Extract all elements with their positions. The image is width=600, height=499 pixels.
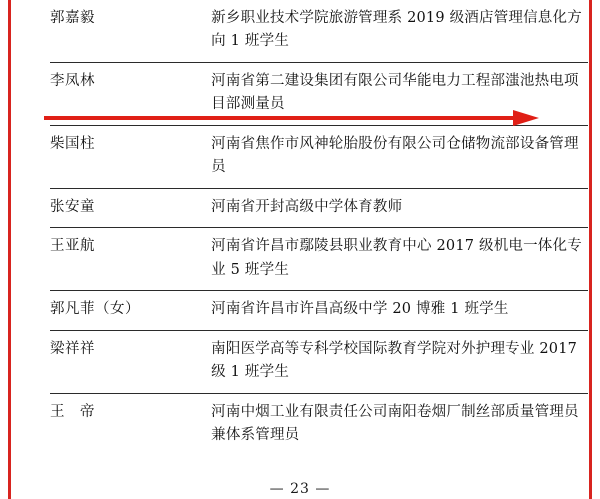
- row-name: 柴国柱: [50, 125, 211, 188]
- table-row: [50, 330, 588, 393]
- row-name: 王亚航: [50, 228, 211, 291]
- page-border-left: [8, 0, 11, 499]
- row-description: 新乡职业技术学院旅游管理系 2019 级酒店管理信息化方向 1 班学生: [211, 0, 588, 62]
- row-description: 河南省焦作市风神轮胎股份有限公司仓储物流部设备管理员: [211, 125, 588, 188]
- page-number: — 23 —: [269, 481, 331, 497]
- table-row: [50, 0, 588, 62]
- row-description: 南阳医学高等专科学校国际教育学院对外护理专业 2017 级 1 班学生: [211, 330, 588, 393]
- row-name: 郭嘉毅: [50, 0, 211, 62]
- table-row: [50, 393, 588, 455]
- row-name: 张安童: [50, 188, 211, 227]
- row-description: 河南省许昌市鄢陵县职业教育中心 2017 级机电一体化专业 5 班学生: [211, 228, 588, 291]
- row-name: 郭凡菲（女）: [50, 291, 211, 330]
- table-row: [50, 228, 588, 291]
- table-row: [50, 125, 588, 188]
- row-description: 河南省许昌市许昌高级中学 20 博雅 1 班学生: [211, 291, 588, 330]
- table-row: [50, 291, 588, 330]
- row-description: 河南省开封高级中学体育教师: [211, 188, 588, 227]
- row-description: 河南省第二建设集团有限公司华能电力工程部滍池热电项目部测量员: [211, 62, 588, 125]
- page-border-right: [589, 0, 592, 499]
- row-name: 李凤林: [50, 62, 211, 125]
- table-row: [50, 62, 588, 125]
- roster-table: [50, 0, 588, 456]
- document-body: [20, 0, 580, 499]
- row-name: 梁祥祥: [50, 330, 211, 393]
- row-name: 王 帝: [50, 403, 95, 420]
- roster-table-body: [50, 0, 588, 456]
- row-description: 河南中烟工业有限责任公司南阳卷烟厂制丝部质量管理员兼体系管理员: [211, 403, 579, 444]
- table-row: [50, 188, 588, 227]
